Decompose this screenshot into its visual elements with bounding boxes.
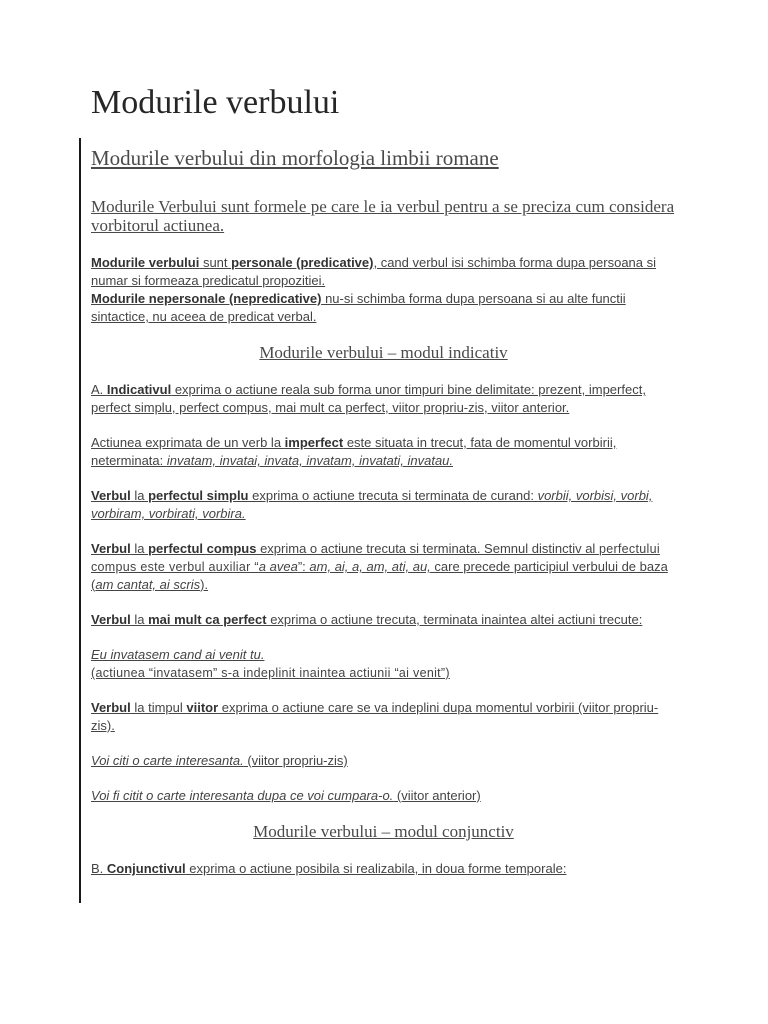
- bold-text: personale (predicative): [231, 255, 374, 270]
- text: (viitor propriu-zis): [243, 753, 348, 768]
- text: la timpul: [130, 700, 187, 715]
- page-title: Modurile verbului: [91, 84, 340, 121]
- italic-text: am, ai, a, am, ati, au,: [309, 559, 431, 574]
- italic-text: invatam, invatai, invata, invatam, invatati, invatau.: [166, 453, 454, 468]
- text: exprima o actiune reala sub forma unor timpuri bine delimitate: prezent, imperfect, perfect simplu, perfect compus, mai mult ca perfect, viitor propriu-zis, viitor anterior.: [91, 382, 646, 415]
- paragraph-example-mmcp: [91, 646, 676, 682]
- text: perfectului compus este verbul auxiliar “: [91, 542, 660, 574]
- bold-text: Conjunctivul: [106, 861, 186, 876]
- paragraph-indicativ: [91, 381, 676, 417]
- text: A.: [91, 382, 107, 397]
- bold-text: viitor: [186, 700, 219, 715]
- text: (viitor anterior): [393, 788, 481, 803]
- text: exprima o actiune trecuta si terminata de curand:: [248, 488, 538, 503]
- lead-paragraph: Modurile Verbului sunt formele pe care le ia verbul pentru a se preciza cum considera vorbitorul actiunea.: [91, 197, 675, 235]
- left-border-bar: [79, 138, 81, 903]
- paragraph-moduri: [91, 254, 676, 326]
- paragraph-viitor: [91, 699, 676, 735]
- bold-text: Verbul: [91, 488, 131, 503]
- text: este situata in trecut, fata de momentul vorbirii, neterminata:: [91, 435, 617, 468]
- text: exprima o actiune posibila si realizabila, in doua forme temporale:: [185, 861, 567, 876]
- text: B.: [91, 861, 107, 876]
- text: ).: [200, 577, 209, 592]
- text: exprima o actiune trecuta, terminata inaintea altei actiuni trecute:: [266, 612, 643, 627]
- paragraph-perfect-compus: [91, 540, 676, 594]
- text: Actiunea exprimata de un verb la: [91, 435, 285, 450]
- text: sunt: [199, 255, 232, 270]
- text: , cand verbul isi schimba forma dupa persoana si numar si formeaza predicatul propozitiei.: [91, 255, 657, 288]
- article-subtitle: Modurile verbului din morfologia limbii romane: [91, 146, 499, 170]
- bold-text: Indicativul: [106, 382, 172, 397]
- italic-text: Voi fi citit o carte interesanta dupa ce voi cumpara-o.: [91, 788, 394, 803]
- italic-text: a avea: [258, 559, 298, 574]
- italic-text: am cantat, ai scris: [95, 577, 201, 592]
- article-body: [91, 146, 676, 895]
- bold-text: Verbul: [91, 700, 131, 715]
- text: ”:: [297, 559, 310, 574]
- bold-text: Verbul: [91, 612, 131, 627]
- text: exprima o actiune trecuta si terminata. Semnul distinctiv al: [256, 541, 599, 556]
- section-heading-indicativ: Modurile verbului – modul indicativ: [259, 343, 508, 362]
- bold-text: Verbul: [91, 541, 131, 556]
- paragraph-example-viitor: [91, 752, 676, 770]
- text: nu-si schimba forma dupa persoana si au alte functii sintactice, nu aceea de predicat verbal.: [91, 291, 626, 324]
- section-heading-conjunctiv: Modurile verbului – modul conjunctiv: [253, 822, 514, 841]
- paragraph-perfect-simplu: [91, 487, 676, 523]
- bold-text: perfectul compus: [148, 541, 257, 556]
- italic-text: Voi citi o carte interesanta.: [91, 753, 244, 768]
- paragraph-mai-mult-ca-perfect: [91, 611, 676, 629]
- bold-text: mai mult ca perfect: [148, 612, 267, 627]
- bold-text: imperfect: [284, 435, 344, 450]
- text: la: [130, 541, 149, 556]
- text: exprima o actiune care se va indeplini dupa momentul vorbirii (viitor propriu-zis).: [91, 700, 659, 733]
- italic-text: Eu invatasem cand ai venit tu.: [91, 647, 265, 662]
- italic-text: vorbii, vorbisi, vorbi, vorbiram, vorbirati, vorbira.: [91, 488, 653, 521]
- paragraph-imperfect: [91, 434, 676, 470]
- bold-text: Modurile verbului: [91, 255, 200, 270]
- text: (actiunea “invatasem” s-a indeplinit inaintea actiunii “ai venit”): [91, 666, 450, 680]
- paragraph-conjunctiv: [91, 860, 676, 878]
- paragraph-example-viitor-anterior: [91, 787, 676, 805]
- bold-text: Modurile nepersonale (nepredicative): [91, 291, 322, 306]
- text: care precede participiul verbului de baza (: [91, 559, 668, 592]
- bold-text: perfectul simplu: [148, 488, 249, 503]
- text: la: [130, 488, 149, 503]
- text: la: [130, 612, 149, 627]
